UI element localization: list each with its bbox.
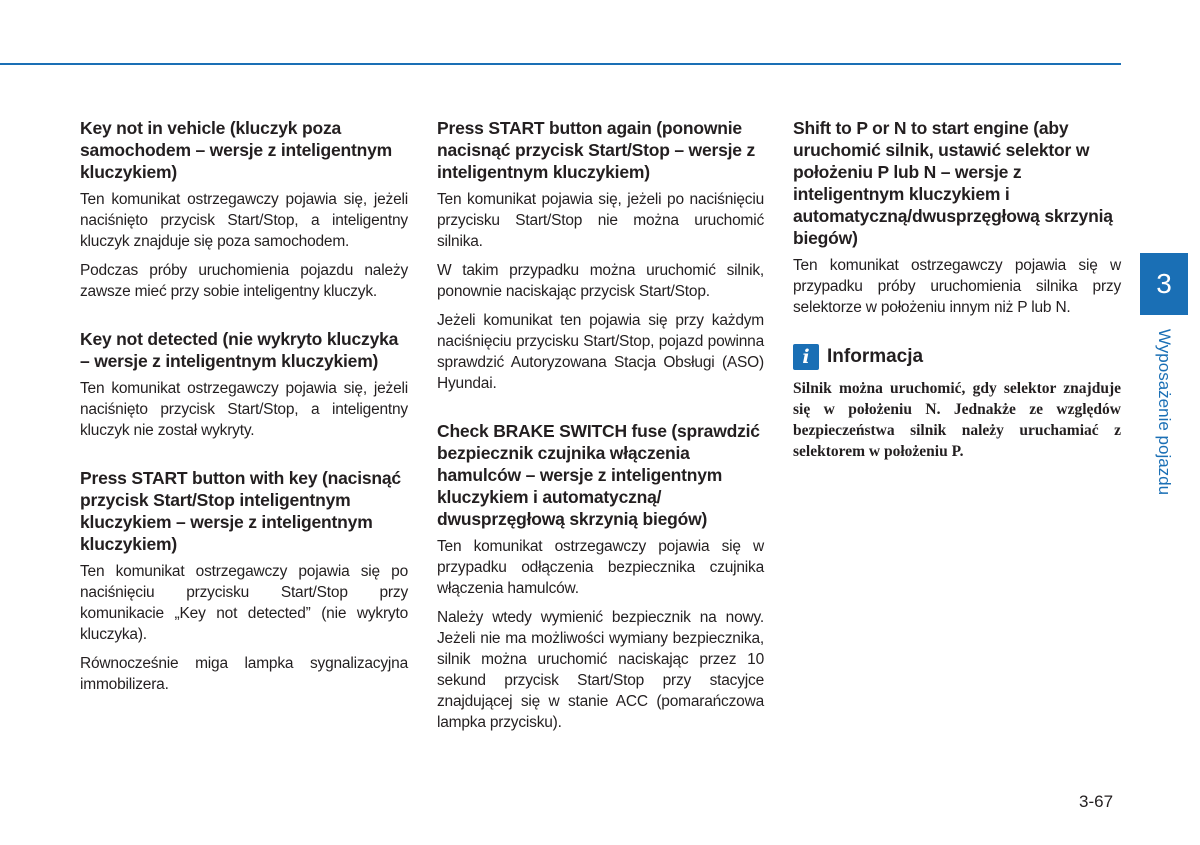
section-paragraph: Równocześnie miga lampka sygnalizacyjna immobilizera. <box>80 655 408 693</box>
section-paragraph: Ten komunikat ostrzegawczy pojawia się w przypadku odłączenia bezpiecznika czujnika włączenia hamulców. <box>437 538 764 597</box>
section-heading: Press START button again (ponownie nacisnąć przycisk Start/Stop – wersje z inteligentnym kluczykiem) <box>437 118 756 182</box>
section-shift-to-p-or-n <box>793 117 1121 318</box>
info-label: Informacja <box>827 346 924 367</box>
column-2 <box>437 117 764 759</box>
column-1 <box>80 117 408 721</box>
section-paragraph: W takim przypadku można uruchomić silnik, ponownie naciskając przycisk Start/Stop. <box>437 262 764 300</box>
info-box <box>793 344 1121 462</box>
section-key-not-detected <box>80 328 408 441</box>
section-heading: Check BRAKE SWITCH fuse (sprawdzić bezpiecznik czujnika włączenia hamulców – wersje z inteligentnym kluczykiem i automatyczną/ dwusprzęgłową skrzynią biegów) <box>437 421 760 529</box>
column-3 <box>793 117 1121 462</box>
section-paragraph: Ten komunikat ostrzegawczy pojawia się, jeżeli naciśnięto przycisk Start/Stop, a inteligentny kluczyk nie został wykryty. <box>80 380 408 439</box>
section-paragraph: Ten komunikat ostrzegawczy pojawia się w przypadku próby uruchomienia silnika przy selektorze w położeniu innym niż P lub N. <box>793 257 1121 316</box>
section-key-not-in-vehicle <box>80 117 408 302</box>
chapter-tab: 3 <box>1140 253 1188 315</box>
section-heading: Shift to P or N to start engine (aby uruchomić silnik, ustawić selektor w położeniu P lub N – wersje z inteligentnym kluczykiem i automatyczną/dwusprzęgłową skrzynią biegów) <box>793 118 1113 248</box>
section-paragraph: Ten komunikat pojawia się, jeżeli po naciśnięciu przycisku Start/Stop nie można uruchomić silnika. <box>437 191 764 250</box>
section-paragraph: Jeżeli komunikat ten pojawia się przy każdym naciśnięciu przycisku Start/Stop, pojazd powinna sprawdzić Autoryzowana Stacja Obsługi (ASO) Hyundai. <box>437 312 764 392</box>
section-press-start-again <box>437 117 764 394</box>
info-title <box>793 344 1121 370</box>
section-paragraph: Ten komunikat ostrzegawczy pojawia się, jeżeli naciśnięto przycisk Start/Stop, a inteligentny kluczyk znajduje się poza samochodem. <box>80 191 408 250</box>
section-heading: Press START button with key (nacisnąć przycisk Start/Stop inteligentnym kluczykiem – wersje z inteligentnym kluczykiem) <box>80 468 401 554</box>
info-text: Silnik można uruchomić, gdy selektor znajduje się w położeniu N. Jednakże ze względów bezpieczeństwa silnik należy uruchamiać z selektorem w położeniu P. <box>793 380 1121 460</box>
section-check-brake-switch <box>437 420 764 733</box>
section-heading: Key not detected (nie wykryto kluczyka – wersje z inteligentnym kluczykiem) <box>80 329 399 371</box>
section-paragraph: Podczas próby uruchomienia pojazdu należy zawsze mieć przy sobie inteligentny kluczyk. <box>80 262 408 300</box>
section-press-start-with-key <box>80 467 408 695</box>
chapter-title: Wyposażenie pojazdu <box>1155 328 1174 496</box>
section-paragraph: Należy wtedy wymienić bezpiecznik na nowy. Jeżeli nie ma możliwości wymiany bezpiecznika, silnik można uruchomić naciskając przez 10 sekund przycisk Start/Stop przy stacyjce znajdującej się w stanie ACC (pomarańczowa lampka przycisku). <box>437 609 764 731</box>
section-paragraph: Ten komunikat ostrzegawczy pojawia się po naciśnięciu przycisku Start/Stop przy komunikacie „Key not detected” (nie wykryto kluczyka). <box>80 563 408 643</box>
info-icon: i <box>793 344 819 370</box>
section-heading: Key not in vehicle (kluczyk poza samochodem – wersje z inteligentnym kluczykiem) <box>80 118 392 182</box>
header-rule <box>0 63 1121 65</box>
page-number: 3-67 <box>1079 792 1114 811</box>
